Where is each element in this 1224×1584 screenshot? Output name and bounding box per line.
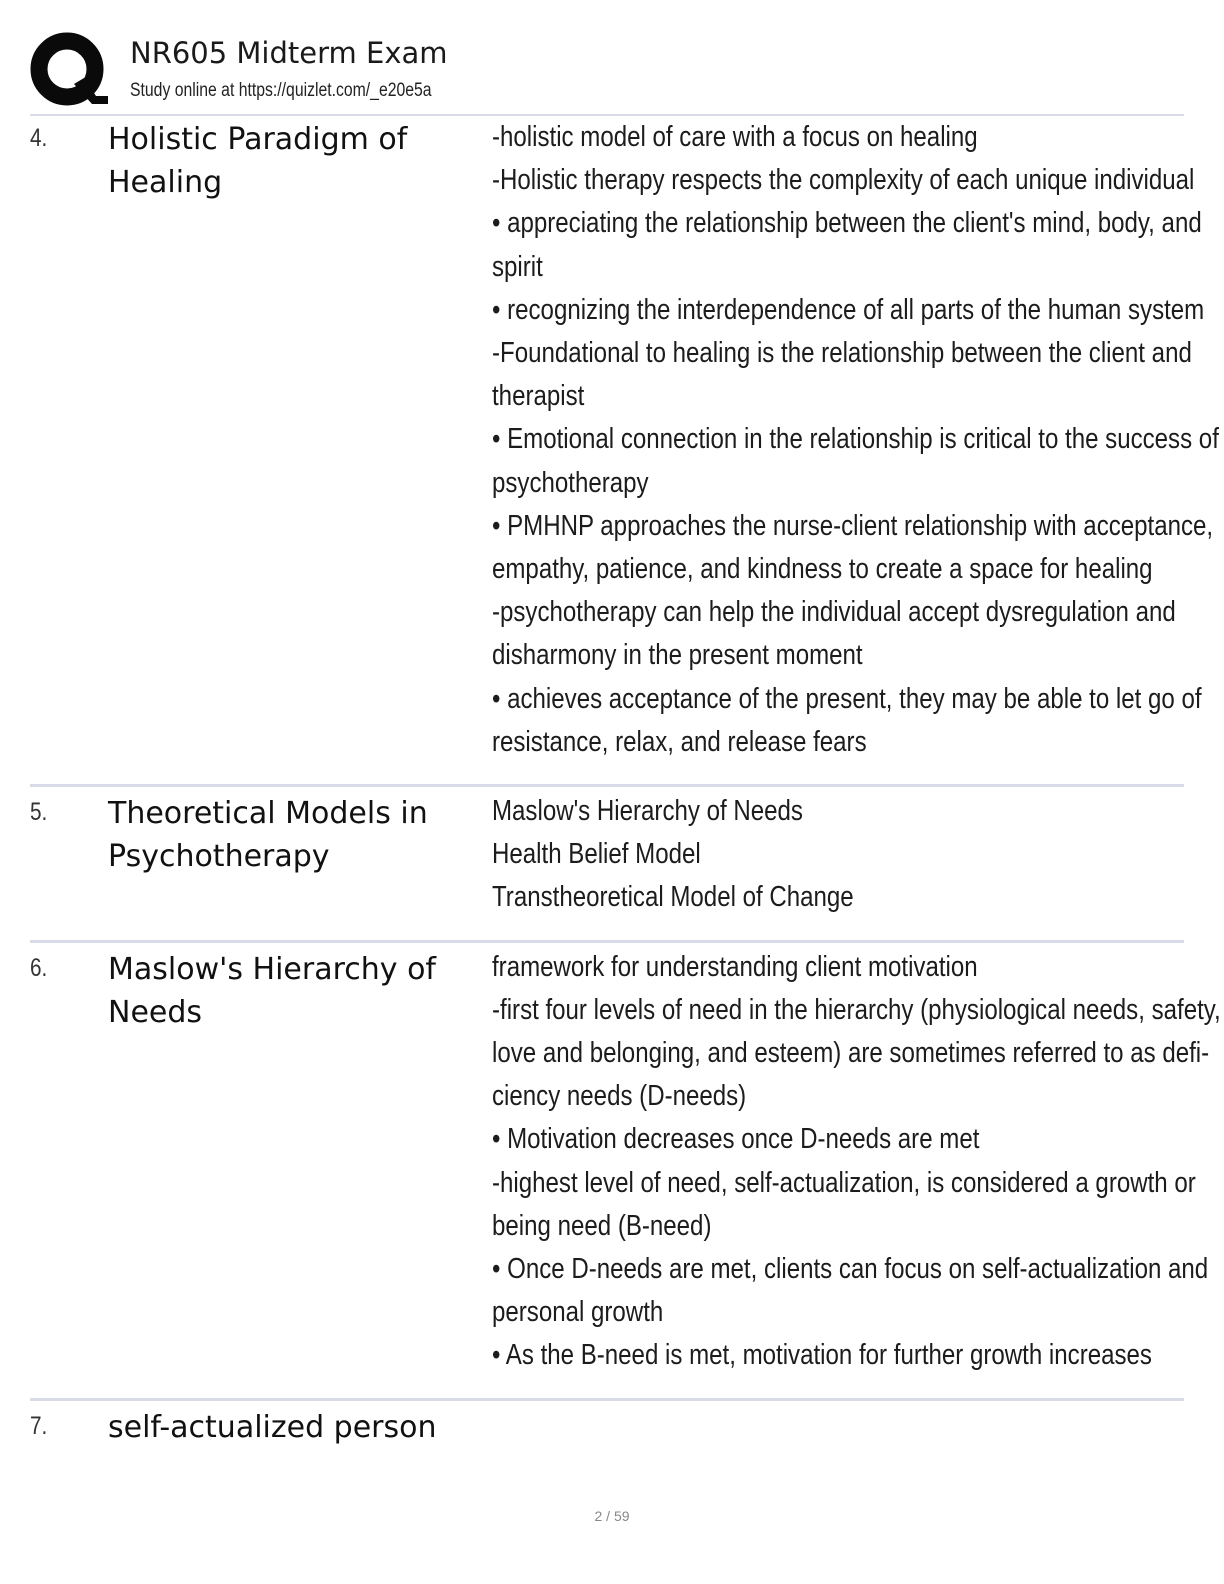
flashcard-row	[30, 943, 1221, 1401]
card-number: 5.	[30, 798, 48, 827]
flashcard-list	[30, 116, 1221, 1469]
definition-line: being need (B-need)	[492, 1209, 712, 1242]
card-number: 6.	[30, 953, 48, 982]
definition-line: -highest level of need, self-actualization, is considered a growth or	[492, 1166, 1196, 1199]
page-header	[30, 30, 1184, 116]
definition-line: framework for understanding client motivation	[492, 950, 978, 983]
card-definition	[492, 1404, 1179, 1449]
flashcard-row	[30, 1401, 1184, 1469]
definition-line: • appreciating the relationship between the client's mind, body, and	[492, 207, 1202, 240]
definition-line: resistance, relax, and release fears	[492, 725, 867, 758]
definition-line: personal growth	[492, 1296, 664, 1329]
flashcard-row	[30, 787, 1184, 943]
document-title: NR605 Midterm Exam	[130, 36, 448, 70]
page-indicator: 2 / 59	[594, 1508, 630, 1524]
card-definition	[492, 116, 1219, 764]
definition-line: -holistic model of care with a focus on healing	[492, 121, 978, 153]
definition-line: • As the B-need is met, motivation for further growth increases	[492, 1339, 1152, 1372]
definition-line: empathy, patience, and kindness to create a space for healing	[492, 553, 1153, 586]
definition-line: disharmony in the present moment	[492, 639, 863, 672]
definition-line: -first four levels of need in the hierarchy (physiological needs, safety,	[492, 993, 1221, 1026]
definition-line: • Motivation decreases once D-needs are met	[492, 1123, 980, 1156]
quizlet-logo-icon	[30, 32, 108, 110]
card-number: 7.	[30, 1411, 48, 1440]
definition-line: psychotherapy	[492, 466, 649, 499]
definition-line: ciency needs (D-needs)	[492, 1080, 747, 1113]
definition-line: Maslow's Hierarchy of Needs	[492, 795, 803, 828]
card-term: Maslow's Hierarchy of Needs	[108, 951, 436, 1030]
card-term: Holistic Paradigm of Healing	[108, 122, 408, 200]
card-definition	[492, 946, 1221, 1378]
definition-line: • Emotional connection in the relationship is critical to the success of	[492, 423, 1219, 456]
card-definition	[492, 790, 1179, 920]
definition-line: • recognizing the interdependence of all parts of the human system	[492, 293, 1205, 326]
definition-line: Transtheoretical Model of Change	[492, 881, 854, 914]
card-number: 4.	[30, 124, 48, 152]
definition-line: -psychotherapy can help the individual accept dysregulation and	[492, 596, 1176, 629]
definition-line: Health Belief Model	[492, 838, 701, 871]
definition-line: • Once D-needs are met, clients can focus on self-actualization and	[492, 1253, 1209, 1286]
definition-line: therapist	[492, 380, 585, 413]
study-link-text: Study online at https://quizlet.com/_e20e5a	[130, 80, 432, 101]
flashcard-row	[30, 116, 1219, 787]
definition-line: love and belonging, and esteem) are sometimes referred to as defi-	[492, 1037, 1210, 1070]
definition-line: spirit	[492, 250, 543, 283]
definition-line: -Foundational to healing is the relationship between the client and	[492, 337, 1192, 370]
definition-line: • achieves acceptance of the present, they may be able to let go of	[492, 682, 1202, 715]
card-term: self-actualized person	[108, 1409, 437, 1445]
definition-line: • PMHNP approaches the nurse-client relationship with acceptance,	[492, 509, 1214, 542]
card-term: Theoretical Models in Psychotherapy	[108, 796, 428, 875]
definition-line: -Holistic therapy respects the complexity of each unique individual	[492, 164, 1195, 197]
